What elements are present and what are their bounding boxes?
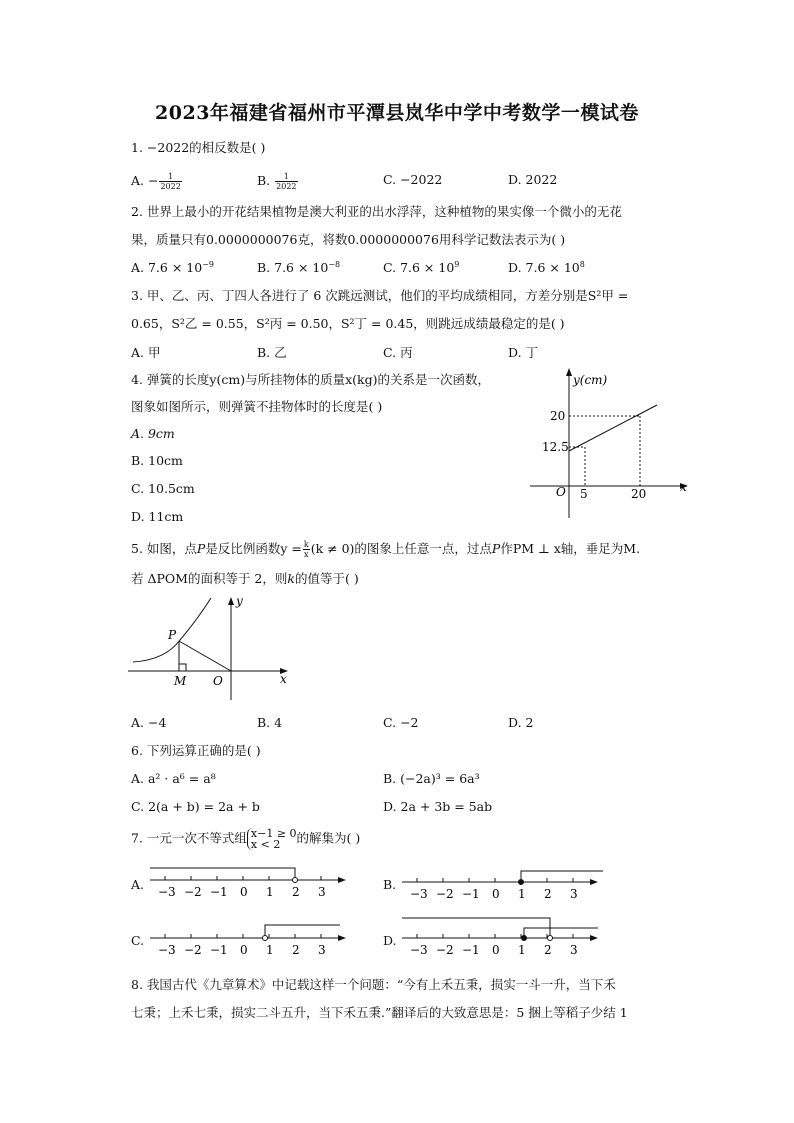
q1-b-label: B. bbox=[257, 173, 275, 188]
q2-option-d[interactable] bbox=[508, 260, 585, 275]
q6-option-a[interactable]: A. a² · a⁶ = a⁸ bbox=[131, 771, 216, 786]
q3-option-a[interactable]: A. 甲 bbox=[131, 345, 161, 360]
q6-stem: 6. 下列运算正确的是( ) bbox=[131, 743, 261, 758]
q2-option-b[interactable] bbox=[257, 260, 340, 275]
q6-option-c[interactable]: C. 2(a + b) = 2a + b bbox=[131, 799, 260, 814]
q7c-open-dot bbox=[263, 936, 268, 941]
q4-line1: 4. 弹簧的长度y(cm)与所挂物体的质量x(kg)的关系是一次函数， bbox=[131, 372, 490, 387]
q7a-label-m1: −1 bbox=[210, 885, 228, 899]
q4-y-label: y(cm) bbox=[573, 373, 608, 387]
q7d-label-2: 2 bbox=[544, 943, 552, 957]
q7c-label-1: 1 bbox=[266, 943, 274, 957]
q1-b-den: 2022 bbox=[276, 182, 297, 191]
q7-numberline-b bbox=[400, 862, 605, 902]
q5-l1-p2: P bbox=[491, 541, 501, 556]
q2-line1: 2. 世界上最小的开花结果植物是澳大利亚的出水浮萍，这种植物的果实像一个微小的无花 bbox=[131, 204, 622, 219]
q7c-label-m2: −2 bbox=[184, 943, 202, 957]
q2-a-exp: −9 bbox=[202, 260, 214, 269]
q1-b-num: 1 bbox=[275, 172, 297, 182]
q7a-arrow bbox=[338, 877, 346, 883]
q4-function-line bbox=[569, 405, 657, 451]
q7a-label-m3: −3 bbox=[158, 885, 176, 899]
q7a-label-3: 3 bbox=[318, 885, 326, 899]
q1-a-sign: − bbox=[147, 173, 159, 188]
q5-label-x: x bbox=[280, 672, 287, 686]
q5-label-y: y bbox=[236, 594, 243, 608]
q7-option-b[interactable]: B. bbox=[383, 877, 397, 892]
q7c-label-3: 3 bbox=[318, 943, 326, 957]
q7b-arrow bbox=[590, 879, 598, 885]
q1-a-fraction bbox=[159, 172, 181, 191]
page-title: 2023年福建省福州市平潭县岚华中学中考数学一模试卷 bbox=[155, 102, 639, 124]
q7-option-d[interactable]: D. bbox=[383, 933, 397, 948]
q5-option-a[interactable]: A. −4 bbox=[131, 715, 167, 730]
q5-l1-num: k bbox=[303, 540, 309, 549]
q7-option-c[interactable]: C. bbox=[131, 933, 145, 948]
q7-ineq2: x < 2 bbox=[250, 838, 281, 851]
q2-d-text: D. 7.6 × 10 bbox=[508, 260, 580, 276]
q7-numberline-d bbox=[400, 914, 605, 958]
q7-numberline-c bbox=[148, 918, 353, 958]
q4-y-arrow bbox=[566, 368, 572, 376]
q5-line2 bbox=[131, 571, 359, 587]
q2-line2: 果，质量只有0.0000000076克，将数0.0000000076用科学记数法表示为( ) bbox=[131, 232, 566, 247]
q7-stem-pre: 7. 一元一次不等式组 bbox=[131, 830, 247, 846]
q7d-label-3: 3 bbox=[570, 943, 578, 957]
q7c-label-0: 0 bbox=[240, 943, 248, 957]
q1-b-fraction bbox=[275, 172, 297, 191]
q1-option-a[interactable] bbox=[131, 172, 183, 191]
q7d-label-1: 1 bbox=[518, 943, 526, 957]
q3-line2: 0.65，S²乙 = 0.55，S²丙 = 0.50，S²丁 = 0.45，则跳远成绩最稳定的是( ) bbox=[131, 316, 565, 331]
q7a-label-0: 0 bbox=[240, 885, 248, 899]
q3-option-c[interactable]: C. 丙 bbox=[383, 345, 413, 360]
q7c-label-2: 2 bbox=[292, 943, 300, 957]
q5-l2-post: 的值等于( ) bbox=[294, 571, 359, 586]
q7c-label-m3: −3 bbox=[158, 943, 176, 957]
q4-option-a[interactable]: A. 9cm bbox=[131, 426, 175, 441]
q4-line2: 图象如图所示，则弹簧不挂物体时的长度是( ) bbox=[131, 399, 383, 414]
q1-a-num: 1 bbox=[159, 172, 181, 182]
q4-x-tick-5: 5 bbox=[580, 487, 588, 501]
q7d-label-0: 0 bbox=[492, 943, 500, 957]
q7d-closed-dot bbox=[522, 936, 527, 941]
q5-hyperbola-figure bbox=[125, 592, 295, 704]
q7d-open-dot bbox=[548, 936, 553, 941]
q5-l2-pre: 若 ΔPOM的面积等于 2，则 bbox=[131, 571, 288, 586]
q4-x-label: x bbox=[680, 480, 687, 494]
q2-b-text: B. 7.6 × 10 bbox=[257, 260, 329, 276]
q7a-label-1: 1 bbox=[266, 885, 274, 899]
q3-option-d[interactable]: D. 丁 bbox=[508, 345, 539, 360]
q3-option-b[interactable]: B. 乙 bbox=[257, 345, 287, 360]
q4-option-d[interactable]: D. 11cm bbox=[131, 509, 184, 524]
q8-line1: 8. 我国古代《九章算术》中记载这样一个问题：“今有上禾五秉，损实一斗一升，当下禾 bbox=[131, 977, 616, 992]
q2-d-exp: 8 bbox=[579, 260, 585, 269]
q5-l1-fraction bbox=[303, 540, 310, 559]
q2-option-c[interactable] bbox=[383, 260, 459, 275]
q1-option-d[interactable]: D. 2022 bbox=[508, 172, 558, 187]
q7c-arrow bbox=[338, 935, 346, 941]
q1-a-den: 2022 bbox=[160, 182, 181, 191]
q4-linear-graph bbox=[525, 365, 695, 520]
q7a-range bbox=[150, 868, 295, 880]
q5-l1-end: 作PM ⊥ x轴，垂足为M. bbox=[500, 541, 641, 556]
q4-option-b[interactable]: B. 10cm bbox=[131, 453, 183, 468]
q1-stem: 1. −2022的相反数是( ) bbox=[131, 140, 266, 155]
q5-l1-den: x bbox=[304, 550, 309, 559]
q7d-label-m3: −3 bbox=[410, 943, 428, 957]
q5-label-o: O bbox=[213, 674, 223, 688]
q7a-label-2: 2 bbox=[292, 885, 300, 899]
q8-line2: 七秉；上禾七秉，损实二斗五升，当下禾五秉.”翻译后的大致意思是：5 捆上等稻子少结 1 bbox=[131, 1005, 628, 1020]
q4-y-tick-20: 20 bbox=[550, 409, 566, 423]
q5-label-p: P bbox=[168, 628, 177, 642]
q5-po-segment bbox=[179, 641, 231, 671]
q7b-label-0: 0 bbox=[492, 887, 500, 901]
q5-option-d[interactable]: D. 2 bbox=[508, 715, 534, 730]
q7a-open-dot bbox=[293, 878, 298, 883]
q7b-label-m3: −3 bbox=[410, 887, 428, 901]
q7-inequality-system bbox=[247, 828, 297, 850]
q5-l1-pre: 5. 如图，点 bbox=[131, 541, 197, 556]
q7b-label-m1: −1 bbox=[462, 887, 480, 901]
q6-option-b[interactable]: B. (−2a)³ = 6a³ bbox=[383, 771, 480, 786]
q7-option-a[interactable]: A. bbox=[131, 877, 145, 892]
q5-l2-k: k bbox=[287, 571, 295, 586]
q7b-closed-dot bbox=[519, 880, 524, 885]
q1-option-c[interactable]: C. −2022 bbox=[383, 172, 443, 187]
q1-a-label: A. bbox=[131, 173, 148, 188]
q5-y-arrow bbox=[228, 597, 234, 605]
q7d-arrow bbox=[590, 935, 598, 941]
q2-c-exp: 9 bbox=[454, 260, 460, 269]
q5-l1-mid: 是反比例函数y = bbox=[205, 541, 302, 556]
q7a-label-m2: −2 bbox=[184, 885, 202, 899]
q7d-label-m2: −2 bbox=[436, 943, 454, 957]
q7-ineq1: x−1 ≥ 0 bbox=[250, 827, 297, 840]
q7c-label-m1: −1 bbox=[210, 943, 228, 957]
q7b-label-3: 3 bbox=[570, 887, 578, 901]
q6-option-d[interactable]: D. 2a + 3b = 5ab bbox=[383, 799, 493, 814]
q5-l1-post: (k ≠ 0)的图象上任意一点，过点 bbox=[310, 541, 492, 556]
q7-numberline-a bbox=[148, 862, 353, 902]
q4-y-tick-12-5: 12.5 bbox=[542, 440, 569, 454]
q7d-label-m1: −1 bbox=[462, 943, 480, 957]
q5-right-angle-mark bbox=[179, 664, 186, 671]
q4-x-tick-20: 20 bbox=[631, 487, 647, 501]
q5-option-c[interactable]: C. −2 bbox=[383, 715, 419, 730]
q5-option-b[interactable]: B. 4 bbox=[257, 715, 283, 730]
q1-option-b[interactable] bbox=[257, 172, 299, 191]
q7d-range-lower bbox=[524, 928, 598, 938]
q7b-label-1: 1 bbox=[518, 887, 526, 901]
q4-option-c[interactable]: C. 10.5cm bbox=[131, 481, 195, 496]
q2-option-a[interactable] bbox=[131, 260, 214, 275]
q4-origin: O bbox=[556, 485, 566, 499]
q7c-range bbox=[265, 925, 340, 938]
q7-stem-post: 的解集为( ) bbox=[296, 830, 361, 846]
q2-a-text: A. 7.6 × 10 bbox=[131, 260, 203, 276]
q5-l1-p: P bbox=[196, 541, 206, 556]
q3-line1: 3. 甲、乙、丙、丁四人各进行了 6 次跳远测试，他们的平均成绩相同，方差分别是S²甲 = bbox=[131, 288, 629, 303]
q7-stem bbox=[131, 828, 360, 850]
q2-c-text: C. 7.6 × 10 bbox=[383, 260, 455, 276]
q7b-label-2: 2 bbox=[544, 887, 552, 901]
q2-b-exp: −8 bbox=[328, 260, 341, 269]
q5-label-m: M bbox=[174, 674, 187, 688]
q7b-label-m2: −2 bbox=[436, 887, 454, 901]
q5-line1 bbox=[131, 540, 640, 559]
